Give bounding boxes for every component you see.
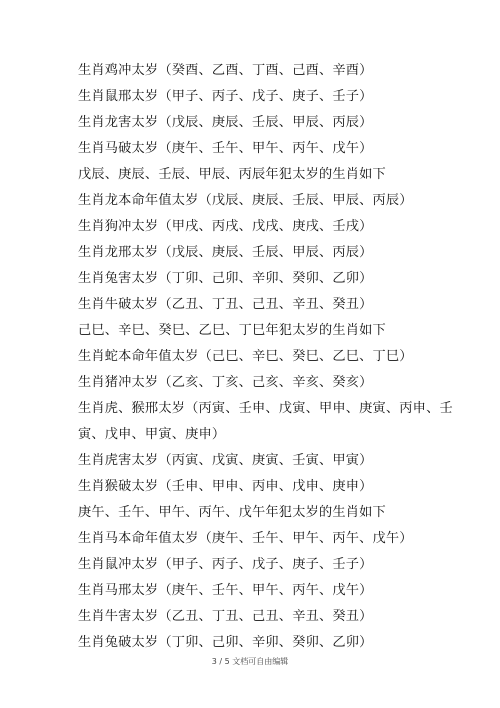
text-line: 生肖蛇本命年值太岁（己巳、辛巳、癸巳、乙巳、丁巳） — [78, 349, 413, 364]
text-line: 生肖兔破太岁（丁卯、己卯、辛卯、癸卯、乙卯） — [78, 635, 373, 650]
text-line: 生肖虎害太岁（丙寅、戊寅、庚寅、壬寅、甲寅） — [78, 453, 373, 468]
text-line: 生肖龙邢太岁（戊辰、庚辰、壬辰、甲辰、丙辰） — [78, 245, 373, 260]
text-line: 生肖马破太岁（庚午、壬午、甲午、丙午、戊午） — [78, 141, 373, 156]
text-lines — [78, 58, 478, 656]
text-line: 生肖牛害太岁（乙丑、丁丑、己丑、辛丑、癸丑） — [78, 609, 373, 624]
page-footer: 3 / 5 文档可自由编辑 — [211, 657, 289, 666]
text-line: 生肖虎、猴邢太岁（丙寅、壬申、戊寅、甲申、庚寅、丙申、壬寅、戊申、甲寅、庚申） — [78, 401, 453, 442]
text-line: 生肖龙本命年值太岁（戊辰、庚辰、壬辰、甲辰、丙辰） — [78, 193, 413, 208]
text-line: 生肖猪冲太岁（乙亥、丁亥、己亥、辛亥、癸亥） — [78, 375, 373, 390]
text-line: 生肖牛破太岁（乙丑、丁丑、己丑、辛丑、癸丑） — [78, 297, 373, 312]
text-line: 生肖马本命年值太岁（庚午、壬午、甲午、丙午、戊午） — [78, 531, 413, 546]
section-heading: 戊辰、庚辰、壬辰、甲辰、丙辰年犯太岁的生肖如下 — [78, 167, 386, 182]
text-line: 生肖猴破太岁（壬申、甲申、丙申、戊申、庚申） — [78, 479, 373, 494]
text-line: 生肖狗冲太岁（甲戌、丙戌、戊戌、庚戌、壬戌） — [78, 219, 373, 234]
section-heading: 庚午、壬午、甲午、丙午、戊午年犯太岁的生肖如下 — [78, 505, 386, 520]
text-line: 生肖鼠冲太岁（甲子、丙子、戊子、庚子、壬子） — [78, 557, 373, 572]
text-line: 生肖鸡冲太岁（癸酉、乙酉、丁酉、己酉、辛酉） — [78, 63, 373, 78]
text-line: 生肖马邢太岁（庚午、壬午、甲午、丙午、戊午） — [78, 583, 373, 598]
text-line: 生肖龙害太岁（戊辰、庚辰、壬辰、甲辰、丙辰） — [78, 115, 373, 130]
text-line: 生肖兔害太岁（丁卯、己卯、辛卯、癸卯、乙卯） — [78, 271, 373, 286]
section-heading: 己巳、辛巳、癸巳、乙巳、丁巳年犯太岁的生肖如下 — [78, 323, 386, 338]
text-line: 生肖鼠邢太岁（甲子、丙子、戊子、庚子、壬子） — [78, 89, 373, 104]
